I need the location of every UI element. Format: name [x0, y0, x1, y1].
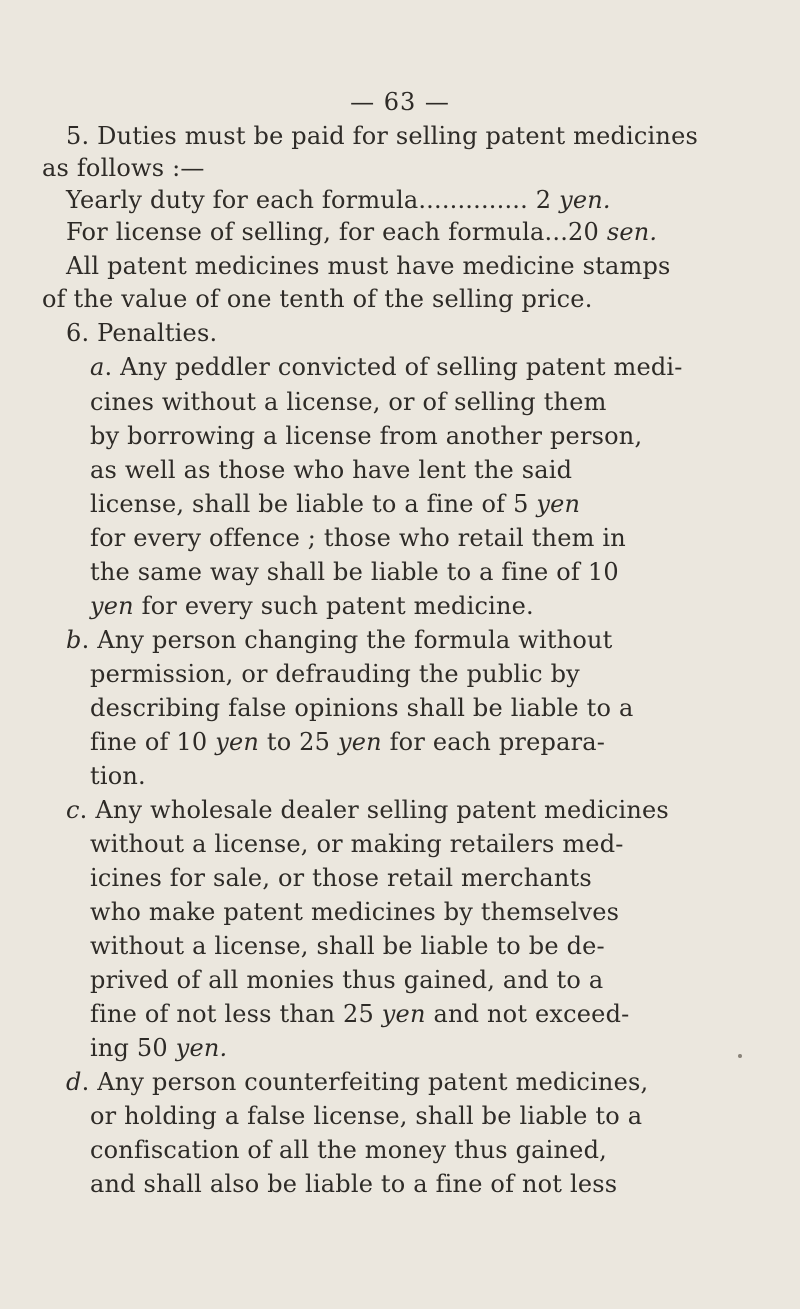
text-line: permission, or defrauding the public by: [90, 660, 580, 688]
text-line: without a license, or making retailers med-: [90, 830, 624, 858]
text-line: fine of not less than 25 yen and not exceed-: [90, 1000, 630, 1028]
text-line: as follows :—: [42, 154, 205, 182]
text-line: of the value of one tenth of the selling price.: [42, 285, 593, 313]
page-number: — 63 —: [350, 88, 450, 116]
text-line: without a license, shall be liable to be de-: [90, 932, 605, 960]
text-line: icines for sale, or those retail merchants: [90, 864, 592, 892]
text-line: yen for every such patent medicine.: [90, 592, 534, 620]
text-line: b. Any person changing the formula without: [66, 626, 613, 654]
text-line: who make patent medicines by themselves: [90, 898, 620, 926]
text-line: or holding a false license, shall be liable to a: [90, 1102, 643, 1130]
text-line: by borrowing a license from another person,: [90, 422, 643, 450]
text-line: for every offence ; those who retail them in: [90, 524, 626, 552]
text-line: fine of 10 yen to 25 yen for each prepara-: [90, 728, 606, 756]
text-line: and shall also be liable to a fine of not less: [90, 1170, 618, 1198]
text-line: license, shall be liable to a fine of 5 yen: [90, 490, 581, 518]
text-line: the same way shall be liable to a fine of 10: [90, 558, 619, 586]
text-line: confiscation of all the money thus gained,: [90, 1136, 607, 1164]
text-line: describing false opinions shall be liable to a: [90, 694, 634, 722]
text-line: All patent medicines must have medicine stamps: [66, 252, 671, 280]
text-line: d. Any person counterfeiting patent medicines,: [66, 1068, 649, 1096]
text-line: prived of all monies thus gained, and to a: [90, 966, 604, 994]
text-line: For license of selling, for each formula...20 sen.: [66, 218, 658, 246]
text-line: cines without a license, or of selling them: [90, 388, 607, 416]
text-line: ing 50 yen.: [90, 1034, 228, 1062]
text-line: c. Any wholesale dealer selling patent medicines: [66, 796, 669, 824]
text-line: 5. Duties must be paid for selling patent medicines: [66, 122, 699, 150]
text-line: as well as those who have lent the said: [90, 456, 573, 484]
section-heading: 6. Penalties.: [66, 319, 218, 347]
paper-speck: [738, 1054, 742, 1058]
text-line: tion.: [90, 762, 146, 790]
text-line: Yearly duty for each formula.............. 2 yen.: [66, 186, 611, 214]
text-line: a. Any peddler convicted of selling patent medi-: [90, 353, 683, 381]
